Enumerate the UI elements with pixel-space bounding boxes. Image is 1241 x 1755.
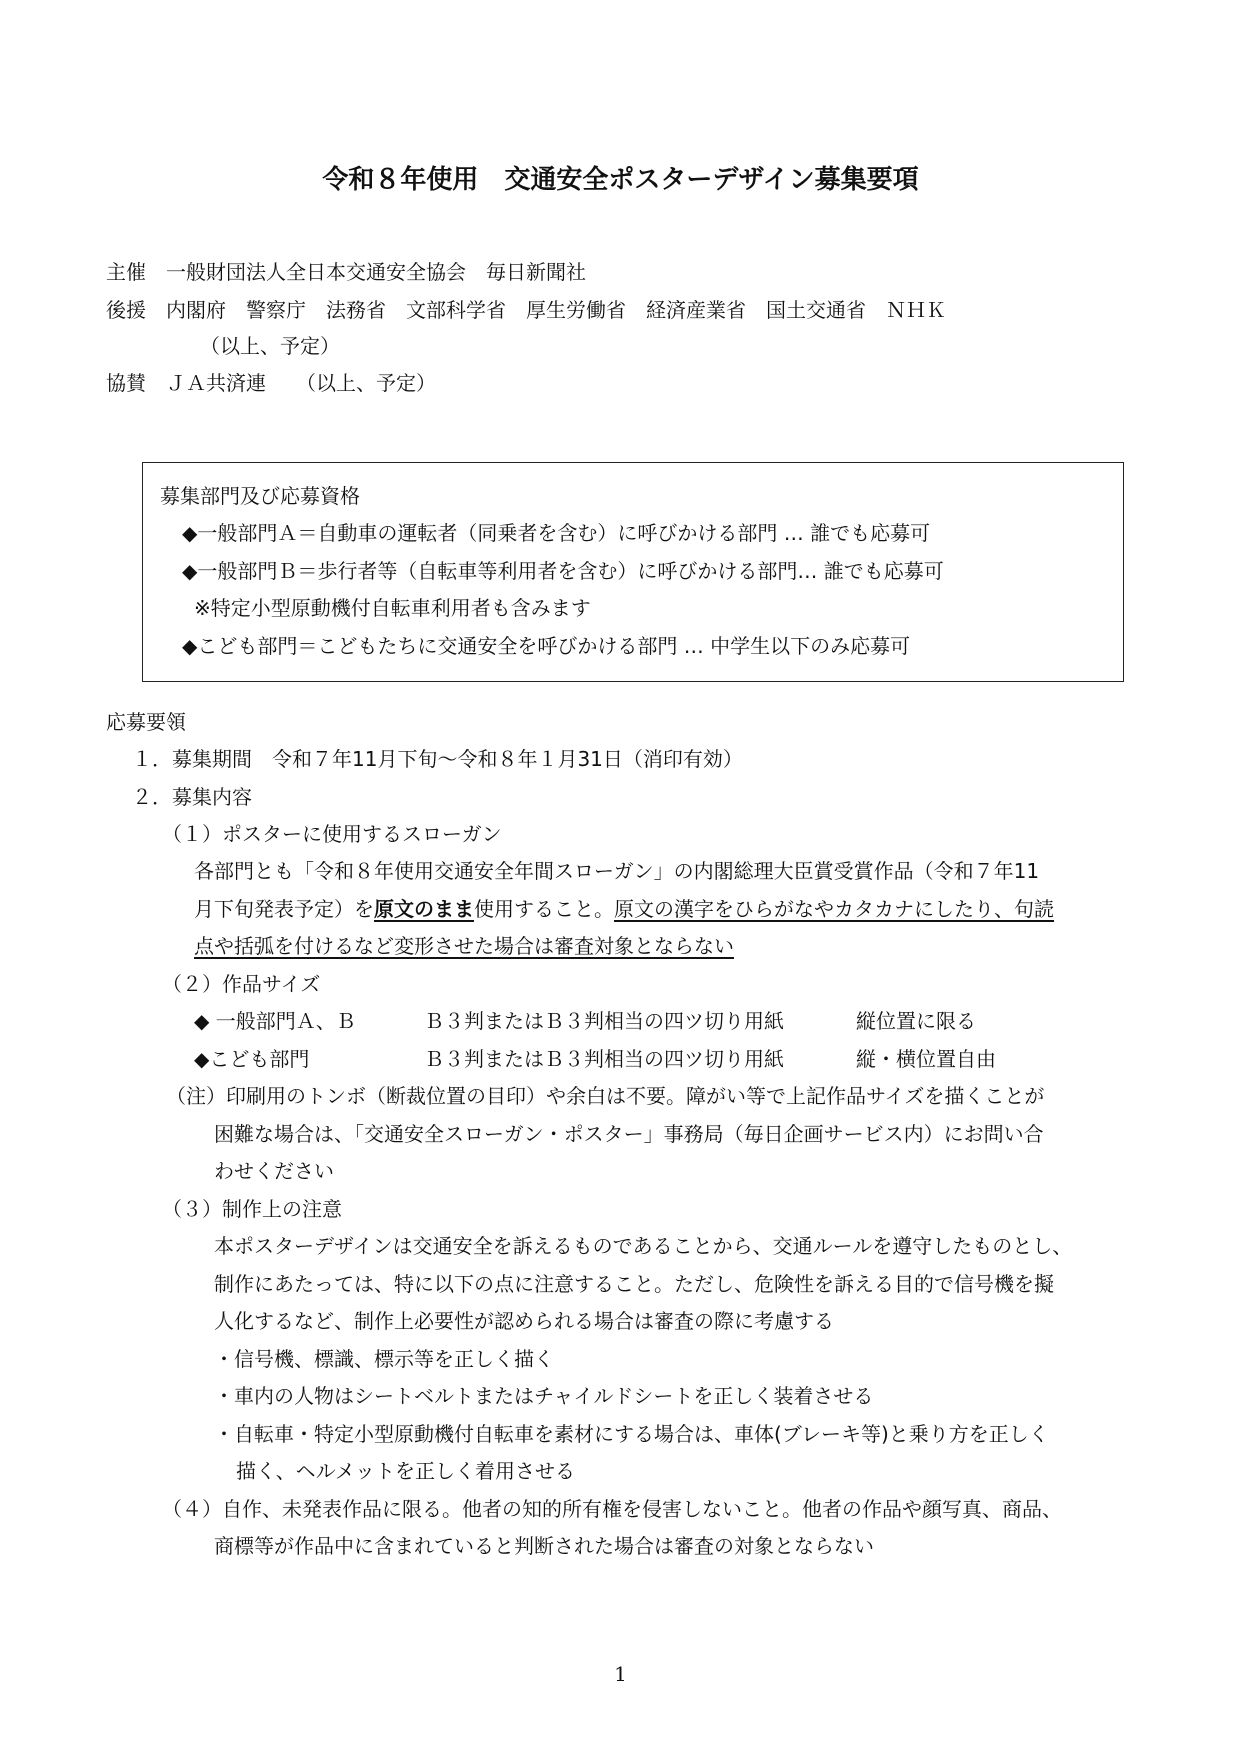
- caution-heading: （３）制作上の注意: [162, 1197, 342, 1221]
- page-title: 令和８年使用 交通安全ポスターデザイン募集要項: [322, 165, 919, 195]
- sponsor-line: 協賛 ＪＡ共済連 （以上、予定）: [106, 371, 436, 395]
- caution-text: 人化するなど、制作上必要性が認められる場合は審査の際に考慮する: [214, 1309, 834, 1333]
- slogan-text: [194, 895, 1054, 923]
- slogan-emphasis: 原文のまま: [374, 897, 474, 921]
- original-work-text: 商標等が作品中に含まれていると判断された場合は審査の対象とならない: [214, 1534, 874, 1558]
- caution-bullet: ・信号機、標識、標示等を正しく描く: [214, 1347, 554, 1371]
- size-note: わせください: [214, 1159, 334, 1183]
- period-line: １．募集期間 令和７年11月下旬～令和８年１月31日（消印有効）: [132, 747, 743, 771]
- size-row: [194, 1045, 996, 1073]
- caution-bullet: ・自転車・特定小型原動機付自転車を素材にする場合は、車体(ブレーキ等)と乗り方を正しく: [214, 1422, 1049, 1446]
- size-row: [194, 1007, 976, 1035]
- size-heading: （２）作品サイズ: [162, 972, 321, 996]
- slogan-text-segment: 使用すること。: [474, 897, 614, 921]
- eligibility-item: ◆一般部門Ｂ＝歩行者等（自転車等利用者を含む）に呼びかける部門… 誰でも応募可: [182, 559, 944, 583]
- page-number: 1: [614, 1662, 627, 1686]
- caution-bullet: 描く、ヘルメットを正しく着用させる: [236, 1459, 575, 1483]
- slogan-underlined: 原文の漢字をひらがなやカタカナにしたり、句読: [614, 897, 1054, 921]
- size-note: 困難な場合は、「交通安全スローガン・ポスター」事務局（毎日企画サービス内）にお問い合: [214, 1122, 1044, 1146]
- eligibility-item: ◆こども部門＝こどもたちに交通安全を呼びかける部門 … 中学生以下のみ応募可: [182, 634, 911, 658]
- size-dept: ◆ 一般部門Ａ、Ｂ: [194, 1009, 356, 1033]
- support-line: 後援 内閣府 警察庁 法務省 文部科学省 厚生労働省 経済産業省 国土交通省 ＮＨＫ: [106, 298, 946, 322]
- slogan-text: 各部門とも「令和８年使用交通安全年間スローガン」の内閣総理大臣賞受賞作品（令和７年11: [194, 859, 1040, 883]
- content-heading: ２．募集内容: [132, 785, 252, 809]
- support-note: （以上、予定）: [200, 334, 340, 358]
- size-dept: ◆こども部門: [194, 1047, 310, 1071]
- size-orient: 縦位置に限る: [856, 1009, 976, 1033]
- caution-text: 制作にあたっては、特に以下の点に注意すること。ただし、危険性を訴える目的で信号機を擬: [214, 1272, 1054, 1296]
- caution-text: 本ポスターデザインは交通安全を訴えるものであることから、交通ルールを遵守したものとし、: [214, 1234, 1073, 1258]
- guidelines-heading: 応募要領: [106, 710, 186, 734]
- size-paper: Ｂ３判またはＢ３判相当の四ツ切り用紙: [424, 1009, 784, 1033]
- eligibility-item: ◆一般部門Ａ＝自動車の運転者（同乗者を含む）に呼びかける部門 … 誰でも応募可: [182, 521, 931, 545]
- size-note: （注）印刷用のトンボ（断裁位置の目印）や余白は不要。障がい等で上記作品サイズを描くことが: [166, 1084, 1045, 1108]
- slogan-underlined: 点や括弧を付けるなど変形させた場合は審査対象とならない: [194, 934, 734, 958]
- slogan-text-segment: 月下旬発表予定）を: [194, 897, 374, 921]
- eligibility-note: ※特定小型原動機付自転車利用者も含みます: [194, 596, 591, 620]
- size-paper: Ｂ３判またはＢ３判相当の四ツ切り用紙: [424, 1047, 784, 1071]
- eligibility-heading: 募集部門及び応募資格: [160, 484, 360, 508]
- host-line: 主催 一般財団法人全日本交通安全協会 毎日新聞社: [106, 260, 586, 284]
- size-orient: 縦・横位置自由: [856, 1047, 996, 1071]
- caution-bullet: ・車内の人物はシートベルトまたはチャイルドシートを正しく装着させる: [214, 1384, 874, 1408]
- original-work-text: （４）自作、未発表作品に限る。他者の知的所有権を侵害しないこと。他者の作品や顔写真、商品、: [162, 1497, 1062, 1521]
- slogan-heading: （１）ポスターに使用するスローガン: [162, 822, 502, 846]
